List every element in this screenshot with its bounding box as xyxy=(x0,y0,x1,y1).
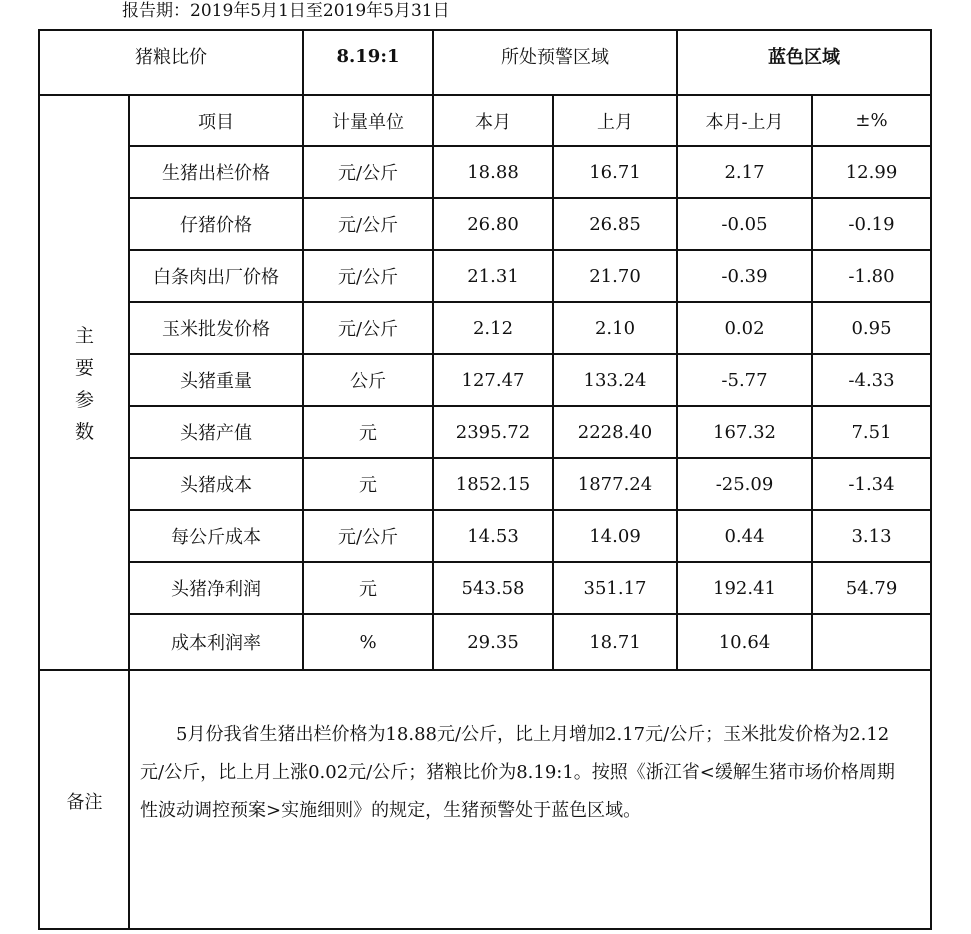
table-cell: 543.58 xyxy=(461,577,525,599)
row-item-label: 头猪成本 xyxy=(180,475,252,496)
table-cell: 1877.24 xyxy=(577,473,653,495)
table-cell: 14.09 xyxy=(589,525,641,547)
table-cell: -0.39 xyxy=(721,265,768,287)
table-cell: 133.24 xyxy=(583,369,647,391)
table-cell: -1.34 xyxy=(848,473,895,495)
table-border-bottom xyxy=(38,928,932,930)
row-item-label: 成本利润率 xyxy=(171,633,261,654)
table-cell: 元/公斤 xyxy=(337,527,399,548)
remark-label: 备注 xyxy=(66,792,103,813)
table-cell: -0.05 xyxy=(721,213,768,235)
section-label-char: 参 xyxy=(74,389,94,411)
table-cell: 21.70 xyxy=(589,265,641,287)
zone-label: 所处预警区域 xyxy=(501,47,609,68)
table-cell: 192.41 xyxy=(713,577,776,599)
table-cell: 2.12 xyxy=(472,317,514,339)
section-label-char: 数 xyxy=(74,421,94,443)
ratio-label: 猪粮比价 xyxy=(135,47,207,68)
table-cell: -1.80 xyxy=(848,265,895,287)
table-cell: 7.51 xyxy=(851,421,892,443)
table-cell: 元/公斤 xyxy=(337,215,399,236)
table-rule xyxy=(38,669,932,671)
row-item-label: 每公斤成本 xyxy=(171,527,261,548)
table-cell: 10.64 xyxy=(718,631,771,653)
table-cell: 公斤 xyxy=(350,371,386,392)
column-header: 上月 xyxy=(597,111,633,133)
main-parameters-label xyxy=(40,320,129,448)
table-cell: 元 xyxy=(359,579,377,600)
table-cell: 元/公斤 xyxy=(337,163,399,184)
table-cell: 3.13 xyxy=(851,525,892,547)
column-header: 计量单位 xyxy=(332,111,404,133)
column-header: 本月 xyxy=(475,111,511,133)
column-header: ±% xyxy=(855,110,888,131)
table-cell: -25.09 xyxy=(715,473,774,495)
row-item-label: 头猪净利润 xyxy=(171,579,261,600)
table-cell: 2228.40 xyxy=(577,421,653,443)
table-cell: -5.77 xyxy=(721,369,768,391)
table-cell: 18.71 xyxy=(589,631,641,653)
table-cell: 0.02 xyxy=(724,317,765,339)
table-cell: -4.33 xyxy=(848,369,895,391)
section-label-char: 主 xyxy=(74,325,94,347)
row-item-label: 白条肉出厂价格 xyxy=(153,267,279,288)
table-cell: 0.95 xyxy=(851,317,892,339)
row-item-label: 仔猪价格 xyxy=(180,215,252,236)
table-cell: 元 xyxy=(359,475,377,496)
table-cell: 26.85 xyxy=(589,213,641,235)
table-cell: 26.80 xyxy=(467,213,519,235)
table-cell: 29.35 xyxy=(467,631,519,653)
table-cell: % xyxy=(359,631,377,653)
table-cell: 16.71 xyxy=(589,161,641,183)
table-cell: 21.31 xyxy=(467,265,519,287)
row-item-label: 生猪出栏价格 xyxy=(162,163,270,184)
row-item-label: 头猪重量 xyxy=(180,371,252,392)
row-item-label: 玉米批发价格 xyxy=(162,319,270,340)
table-cell: 12.99 xyxy=(845,161,898,183)
report-period: 报告期：2019年5月1日至2019年5月31日 xyxy=(122,1,450,21)
table-cell: 167.32 xyxy=(713,421,776,443)
table-cell: 2395.72 xyxy=(455,421,531,443)
table-cell: 2.10 xyxy=(594,317,636,339)
table-cell: 54.79 xyxy=(845,577,898,599)
zone-value: 蓝色区域 xyxy=(768,47,840,68)
column-header: 项目 xyxy=(198,111,234,133)
row-item-label: 头猪产值 xyxy=(180,423,252,444)
ratio-value: 8.19:1 xyxy=(336,45,400,67)
column-header: 本月-上月 xyxy=(705,111,784,133)
table-cell: 元/公斤 xyxy=(337,319,399,340)
remark-text: 5月份我省生猪出栏价格为18.88元/公斤，比上月增加2.17元/公斤；玉米批发价格为2.12元/公斤，比上月上涨0.02元/公斤；猪粮比价为8.19:1。按照《浙江省<缓解生猪市场价格周期性波动调控预案>实施细则》的规定，生猪预警处于蓝色区域。 xyxy=(140,724,895,821)
table-cell: 2.17 xyxy=(724,161,765,183)
table-cell: -0.19 xyxy=(848,213,895,235)
table-cell: 1852.15 xyxy=(455,473,531,495)
section-label-char: 要 xyxy=(74,357,94,379)
table-cell: 元/公斤 xyxy=(337,267,399,288)
table-cell: 0.44 xyxy=(724,525,765,547)
table-cell: 元 xyxy=(359,423,377,444)
table-cell: 14.53 xyxy=(467,525,519,547)
table-cell: 18.88 xyxy=(467,161,519,183)
table-cell: 127.47 xyxy=(461,369,525,391)
table-border-right xyxy=(930,29,932,930)
table-cell xyxy=(813,615,930,669)
table-cell: 351.17 xyxy=(583,577,647,599)
